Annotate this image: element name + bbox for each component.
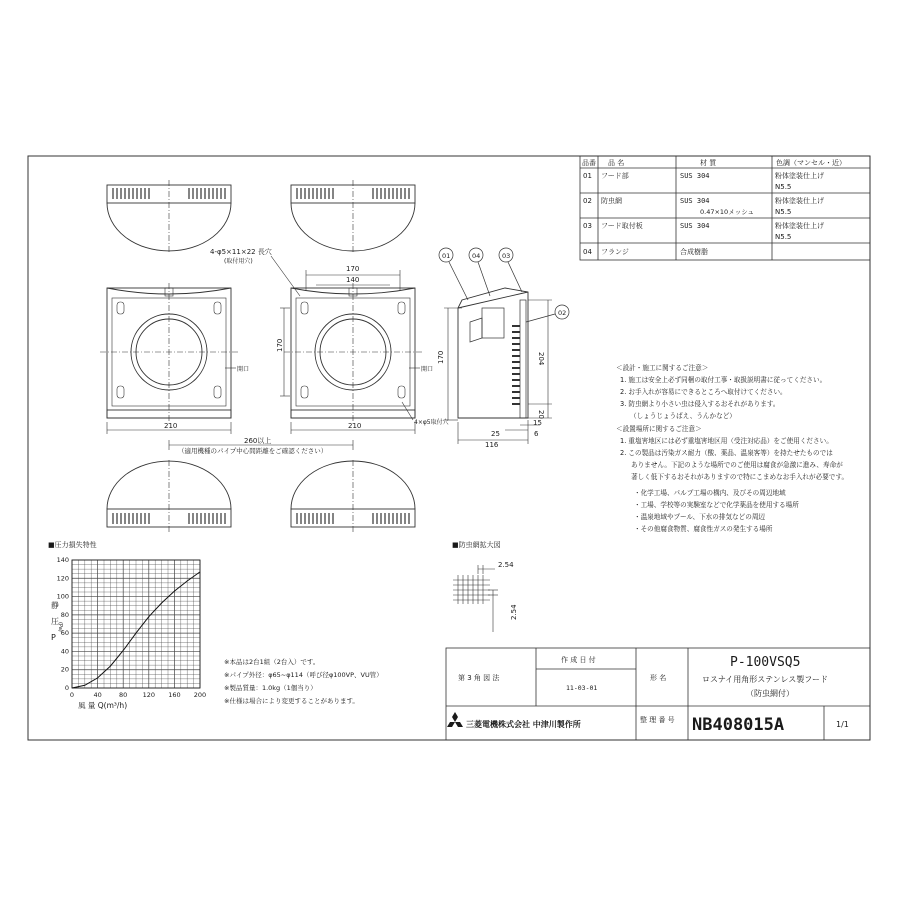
table-header-color: 色調（マンセル・近） [776,159,846,167]
row-4-material: 合成樹脂 [680,248,708,256]
mesh-title: ■防虫網拡大図 [452,541,501,549]
side-dim-6: 6 [534,430,539,438]
side-dim-20: 20 [537,410,545,419]
row-1-no: 01 [583,172,592,180]
row-1-color2: N5.5 [775,183,792,191]
side-dim-116: 116 [485,441,499,449]
x-tick-label: 120 [142,691,156,699]
row-2-material2: 0.47×10メッシュ [700,208,755,216]
pitch-note: （適用機種のパイプ中心間距離をご確認ください） [178,447,328,455]
y-tick-label: 120 [56,574,69,583]
side-dim-170: 170 [437,350,445,364]
spec-note-4: ※仕様は場合により変更することがあります。 [224,697,359,705]
dim-170-horizontal: 170 [346,265,360,273]
x-tick-label: 0 [69,691,75,699]
install-note-2: 2. お手入れが容易にできるところへ取付けてください。 [620,388,787,396]
front-view-left [100,283,238,425]
dim-210-left: 210 [164,422,178,430]
place-note-1: 1. 重塩害地区には必ず重塩害地区用（受注対応品）をご使用ください。 [620,437,833,445]
row-3-no: 03 [583,222,592,230]
row-4-name: フランジ [601,248,629,256]
place-bullet-3: ・温泉地域やプール、下水の排気などの周辺 [634,513,766,521]
dim-170-vertical: 170 [276,338,284,352]
callout-03: 03 [502,252,511,260]
ref-label: 整 理 番 号 [640,716,675,724]
opening-label-right: 開口 [421,366,434,373]
spec-note-1: ※本品は2台1組（2台入）です。 [224,658,320,666]
bottom-view-right [291,460,415,532]
top-view-right [291,180,415,254]
place-bullet-4: ・その他腐食物質、腐食性ガスの発生する場所 [634,525,773,533]
notes [616,363,848,533]
chart-title: ■圧力損失特性 [48,541,97,549]
x-tick-label: 80 [119,691,128,699]
install-note-1: 1. 施工は安全上必ず同梱の取付工事・取扱説明書に従ってください。 [620,376,827,384]
y-tick-label: 40 [60,647,69,656]
y-tick-label: 80 [60,610,69,619]
bottom-view-left [107,460,231,532]
drawing-frame [28,156,870,740]
place-notes-title: ＜設置場所に関するご注意＞ [616,425,702,433]
row-2-material: SUS 304 [680,197,710,205]
front-dimensions [107,256,420,450]
row-1-material: SUS 304 [680,172,710,180]
install-note-3b: （しょうじょうばえ、うんかなど） [630,412,736,420]
spec-note-3: ※製品質量：1.0kg（1個当り） [224,684,317,692]
model-label: 形 名 [650,674,667,682]
place-bullet-2: ・工場、学校等の実験室などで化学薬品を使用する場所 [634,501,799,509]
projection-label: 第 3 角 図 法 [458,674,500,682]
ref-number: NB408015A [692,715,785,735]
dim-pitch: 260以上 [244,437,272,445]
callout-02: 02 [558,309,567,317]
row-2-no: 02 [583,197,592,205]
front-view-right [284,283,422,425]
side-dim-204: 204 [537,352,545,366]
date-label: 作 成 日 付 [561,656,596,664]
hole-note-sub: (取付用穴) [224,258,253,265]
model-value: P-100VSQ5 [730,655,801,670]
x-tick-label: 160 [168,691,181,699]
hole-note: 4-φ5×11×22 長穴 [210,248,272,256]
row-2-color: 粉体塗装仕上げ [775,197,824,205]
y-tick-label: 140 [56,556,69,564]
mesh-pitch-horizontal: 2.54 [498,561,514,569]
row-3-material: SUS 304 [680,222,710,230]
sheet-number: 1/1 [836,720,849,729]
row-4-no: 04 [583,248,592,256]
callout-01: 01 [442,252,451,260]
table-header-no: 品番 [582,159,596,167]
y-label-char-3: P [51,633,56,642]
x-tick-label: 200 [193,691,207,699]
pressure-loss-chart [57,556,207,699]
date-value: 11-03-01 [566,684,598,692]
x-tick-label: 40 [93,691,102,699]
place-note-2: 2. この製品は汚染ガス耐力（酸、薬品、温泉客等）を持たせたものでは [620,449,833,457]
model-desc-sub: （防虫網付） [746,689,794,698]
place-note-2c: 著しく低下するおそれがありますので特にこまめなお手入れが必要です。 [631,473,849,481]
y-tick-label: 100 [56,592,69,601]
x-axis-label: 風 量 Q(m³/h) [78,701,128,710]
install-note-3: 3. 防虫網より小さい虫は侵入するおそれがあります。 [620,400,780,408]
mesh-detail [453,565,498,632]
side-dim-25: 25 [491,430,500,438]
y-tick-label: 60 [60,629,69,638]
y-label-char-2: 圧 [51,617,59,626]
place-note-2b: ありません。下記のような場所でのご使用は腐食が急激に進み、寿命が [631,461,843,469]
top-view-left [107,180,231,254]
side-dim-15: 15 [533,419,542,427]
callout-04: 04 [472,252,481,260]
y-unit: (Pa) [57,622,63,632]
place-bullet-1: ・化学工場、パルプ工場の構内、及びその周辺地域 [634,489,786,497]
row-2-color2: N5.5 [775,208,792,216]
row-3-color: 粉体塗装仕上げ [775,222,824,230]
opening-label-left: 開口 [237,366,250,373]
row-3-color2: N5.5 [775,233,792,241]
row-1-name: フード部 [601,172,629,180]
model-desc: ロスナイ用角形ステンレス製フード [702,675,829,684]
row-1-color: 粉体塗装仕上げ [775,172,824,180]
y-tick-label: 20 [60,665,69,674]
table-header-name: 品 名 [608,159,625,167]
y-tick-label: 0 [64,684,69,692]
dim-210-right: 210 [348,422,362,430]
table-header-material: 材 質 [700,159,717,167]
mitsubishi-logo [447,712,463,727]
mount-holes-note: 4×φ5取付穴 [414,419,449,426]
y-label-char-1: 静 [51,601,59,610]
row-2-name: 防虫網 [601,197,622,205]
dim-140: 140 [346,276,360,284]
install-notes-title: ＜設計・施工に関するご注意＞ [616,364,709,372]
company-name: 三菱電機株式会社 中津川製作所 [466,720,581,729]
mesh-pitch-vertical: 2.54 [510,604,518,620]
row-3-name: フード取付板 [601,222,643,230]
spec-note-2: ※パイプ外径：φ65~φ114（呼び径φ100VP、VU管） [224,671,383,679]
